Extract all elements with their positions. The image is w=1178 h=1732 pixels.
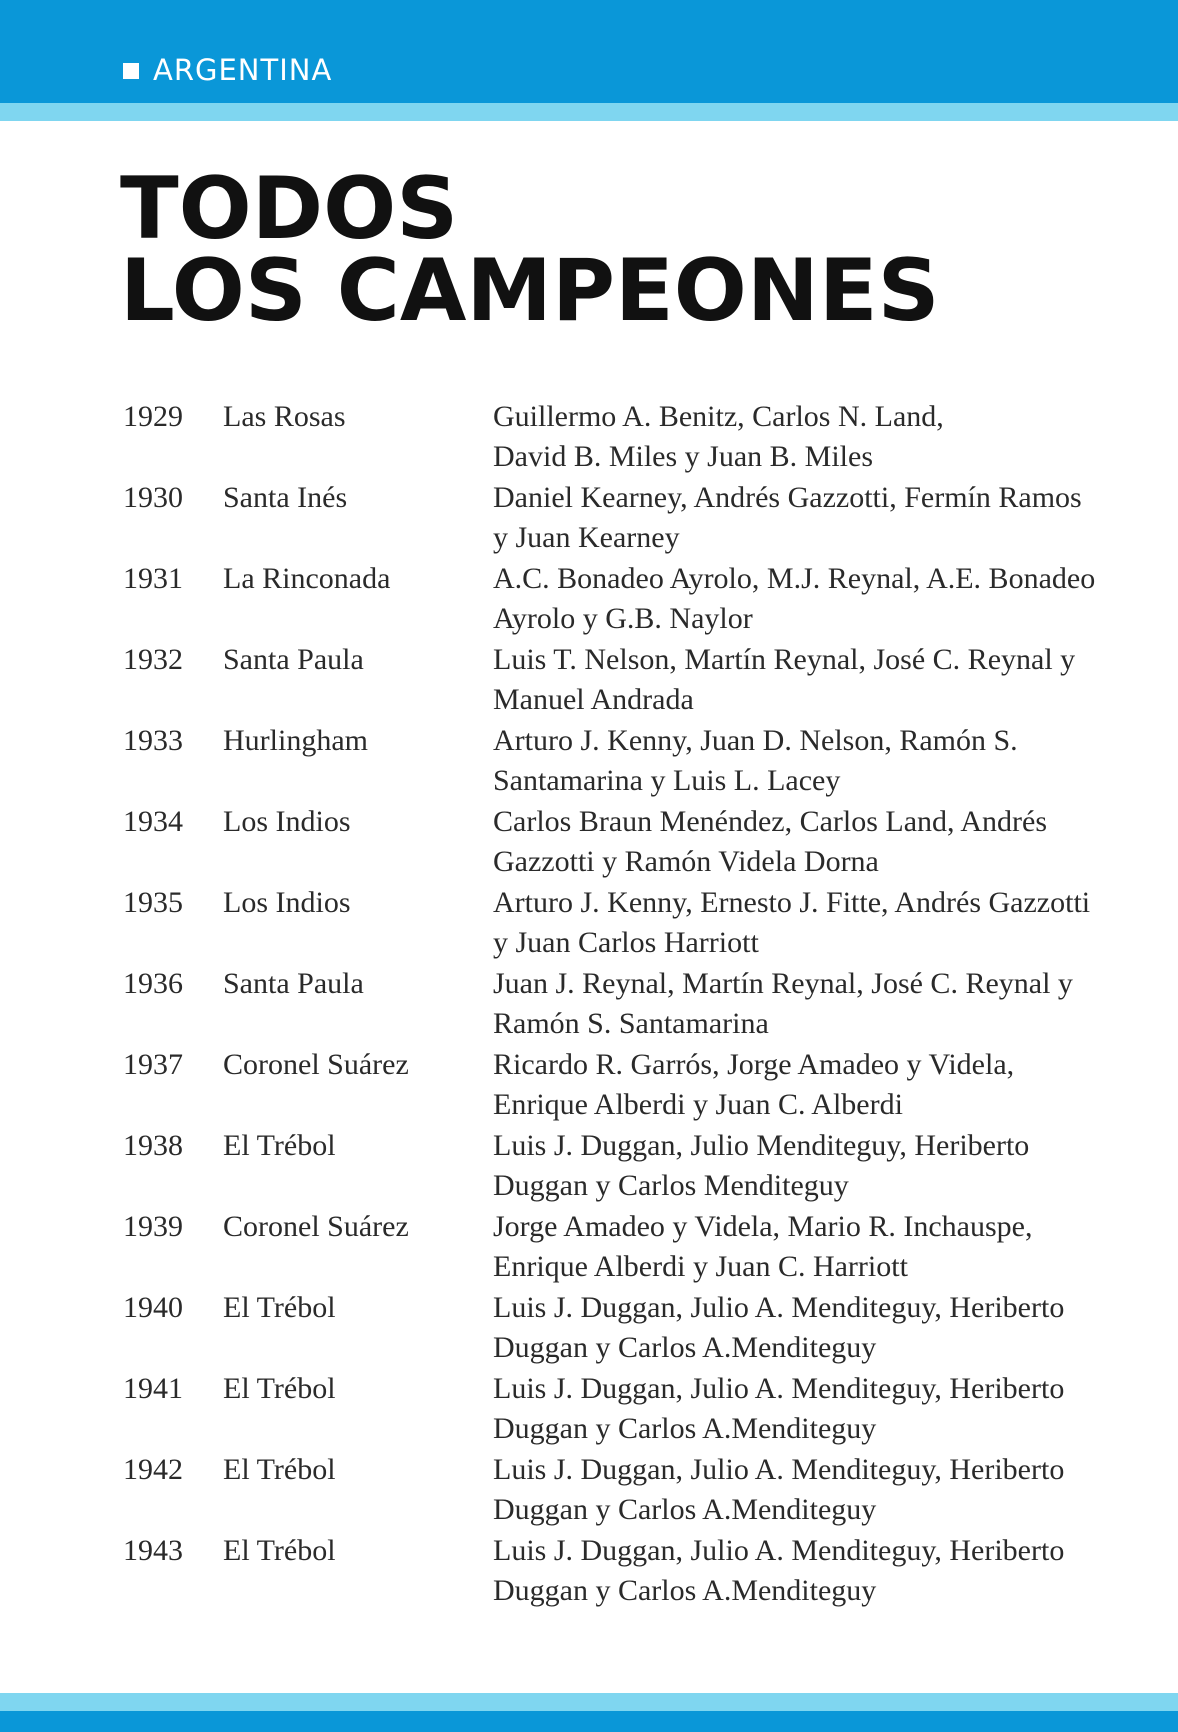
champion-year: 1932 <box>123 643 183 676</box>
champions-list <box>123 397 1173 1612</box>
champion-row <box>123 1288 1173 1369</box>
footer-stripe <box>0 1693 1178 1711</box>
champion-row <box>123 1369 1173 1450</box>
champion-club: La Rinconada <box>223 562 391 595</box>
footer-band <box>0 1711 1178 1732</box>
champion-club: Coronel Suárez <box>223 1048 409 1081</box>
champion-year: 1942 <box>123 1453 183 1486</box>
champion-row <box>123 1531 1173 1612</box>
champion-players: Arturo J. Kenny, Ernesto J. Fitte, Andrés Gazzotti y Juan Carlos Harriott <box>493 886 1091 959</box>
champion-row <box>123 802 1173 883</box>
champion-year: 1941 <box>123 1372 183 1405</box>
champion-players: Daniel Kearney, Andrés Gazzotti, Fermín Ramos y Juan Kearney <box>493 481 1082 554</box>
champion-row <box>123 478 1173 559</box>
champion-row <box>123 1045 1173 1126</box>
champion-club: Santa Inés <box>223 481 348 514</box>
champion-players: Juan J. Reynal, Martín Reynal, José C. Reynal y Ramón S. Santamarina <box>493 967 1073 1040</box>
champion-players: Luis J. Duggan, Julio A. Menditeguy, Heriberto Duggan y Carlos A.Menditeguy <box>493 1372 1065 1445</box>
champion-year: 1937 <box>123 1048 183 1081</box>
champion-players: Arturo J. Kenny, Juan D. Nelson, Ramón S. Santamarina y Luis L. Lacey <box>493 724 1018 797</box>
champion-club: Los Indios <box>223 886 351 919</box>
champion-year: 1935 <box>123 886 183 919</box>
champion-club: El Trébol <box>223 1291 336 1324</box>
header-stripe <box>0 103 1178 121</box>
champion-players: Jorge Amadeo y Videla, Mario R. Inchauspe, Enrique Alberdi y Juan C. Harriott <box>493 1210 1033 1283</box>
champion-year: 1943 <box>123 1534 183 1567</box>
section-label: ARGENTINA <box>153 53 333 87</box>
champion-year: 1934 <box>123 805 183 838</box>
champion-row <box>123 883 1173 964</box>
page-title-line-1: TODOS <box>120 159 459 259</box>
champion-row <box>123 1450 1173 1531</box>
champion-players: A.C. Bonadeo Ayrolo, M.J. Reynal, A.E. Bonadeo Ayrolo y G.B. Naylor <box>493 562 1096 635</box>
champion-row <box>123 397 1173 478</box>
champion-club: Hurlingham <box>223 724 368 757</box>
champion-year: 1930 <box>123 481 183 514</box>
champion-row <box>123 964 1173 1045</box>
champion-club: El Trébol <box>223 1534 336 1567</box>
champion-club: El Trébol <box>223 1372 336 1405</box>
champion-year: 1931 <box>123 562 183 595</box>
champion-club: Coronel Suárez <box>223 1210 409 1243</box>
champion-club: Santa Paula <box>223 643 364 676</box>
champion-players: Luis T. Nelson, Martín Reynal, José C. Reynal y Manuel Andrada <box>493 643 1076 716</box>
champion-year: 1938 <box>123 1129 183 1162</box>
champion-row <box>123 1207 1173 1288</box>
champion-year: 1936 <box>123 967 183 1000</box>
champion-players: Luis J. Duggan, Julio A. Menditeguy, Heriberto Duggan y Carlos A.Menditeguy <box>493 1534 1065 1607</box>
page-title-line-2: LOS CAMPEONES <box>120 241 940 341</box>
champion-year: 1933 <box>123 724 183 757</box>
page-title <box>120 159 940 341</box>
champion-row <box>123 640 1173 721</box>
champion-club: El Trébol <box>223 1453 336 1486</box>
champion-players: Ricardo R. Garrós, Jorge Amadeo y Videla, Enrique Alberdi y Juan C. Alberdi <box>493 1048 1015 1121</box>
champion-club: Los Indios <box>223 805 351 838</box>
champion-year: 1929 <box>123 400 183 433</box>
champion-club: El Trébol <box>223 1129 336 1162</box>
champion-club: Santa Paula <box>223 967 364 1000</box>
champion-players: Guillermo A. Benitz, Carlos N. Land, David B. Miles y Juan B. Miles <box>493 400 944 473</box>
champion-row <box>123 1126 1173 1207</box>
champion-row <box>123 721 1173 802</box>
champion-row <box>123 559 1173 640</box>
champion-players: Luis J. Duggan, Julio A. Menditeguy, Heriberto Duggan y Carlos A.Menditeguy <box>493 1291 1065 1364</box>
champion-players: Luis J. Duggan, Julio Menditeguy, Heriberto Duggan y Carlos Menditeguy <box>493 1129 1030 1202</box>
champion-players: Luis J. Duggan, Julio A. Menditeguy, Heriberto Duggan y Carlos A.Menditeguy <box>493 1453 1065 1526</box>
champion-year: 1940 <box>123 1291 183 1324</box>
champion-year: 1939 <box>123 1210 183 1243</box>
champion-club: Las Rosas <box>223 400 346 433</box>
section-square-icon <box>123 63 139 79</box>
champion-players: Carlos Braun Menéndez, Carlos Land, Andrés Gazzotti y Ramón Videla Dorna <box>493 805 1048 878</box>
